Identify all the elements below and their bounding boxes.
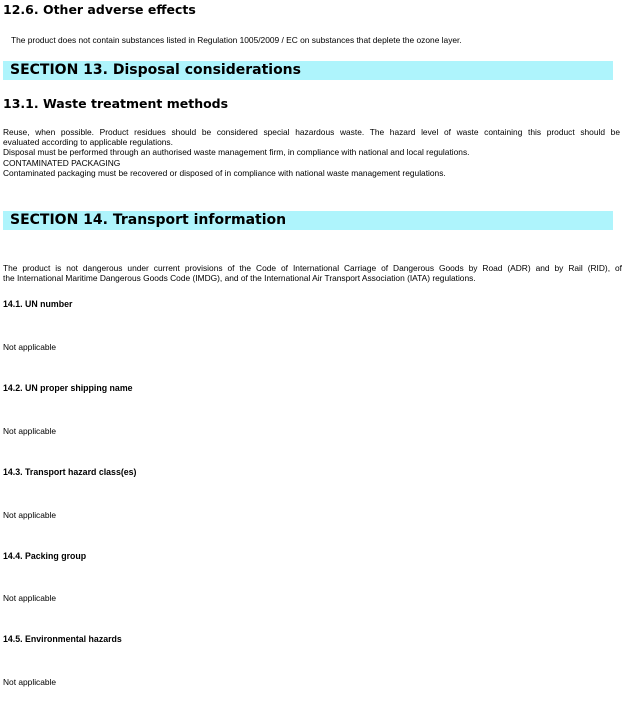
value-14-1: Not applicable [3,342,57,352]
section-13-bar [3,61,613,80]
text-13-1-line: Disposal must be performed through an authorised waste management firm, in compliance with national and local regulations. [3,147,470,158]
text-14-intro-line: The product is not dangerous under current provisions of the Code of International Carriage of Dangerous Goods by Road (ADR) and by Rail (RID), of [3,263,622,273]
label-14-2: 14.2. UN proper shipping name [3,383,133,393]
value-14-2: Not applicable [3,426,57,436]
heading-13-1: 13.1. Waste treatment methods [3,96,229,111]
label-14-1: 14.1. UN number [3,299,73,309]
text-14-intro [3,263,622,283]
heading-12-6: 12.6. Other adverse effects [3,2,196,17]
value-14-4: Not applicable [3,593,57,603]
label-14-3: 14.3. Transport hazard class(es) [3,467,137,477]
text-12-6: The product does not contain substances listed in Regulation 1005/2009 / EC on substances that deplete the ozone layer. [11,35,462,45]
section-14-title: SECTION 14. Transport information [10,212,287,228]
text-13-1-line: CONTAMINATED PACKAGING [3,157,121,168]
text-13-1-line: Contaminated packaging must be recovered or disposed of in compliance with national waste management regulations. [3,167,446,178]
text-13-1-line: Reuse, when possible. Product residues should be considered special hazardous waste. The hazard level of waste containing this product should be [3,127,620,137]
label-14-4: 14.4. Packing group [3,551,87,561]
label-14-5: 14.5. Environmental hazards [3,634,122,644]
section-14-bar [3,211,613,230]
section-13-title: SECTION 13. Disposal considerations [10,62,301,78]
text-13-1 [3,127,620,178]
text-14-intro-line: the International Maritime Dangerous Goods Code (IMDG), and of the International Air Transport Association (IATA) regulations. [3,273,476,284]
text-13-1-line: evaluated according to applicable regulations. [3,137,173,148]
value-14-5: Not applicable [3,677,57,687]
value-14-3: Not applicable [3,510,57,520]
